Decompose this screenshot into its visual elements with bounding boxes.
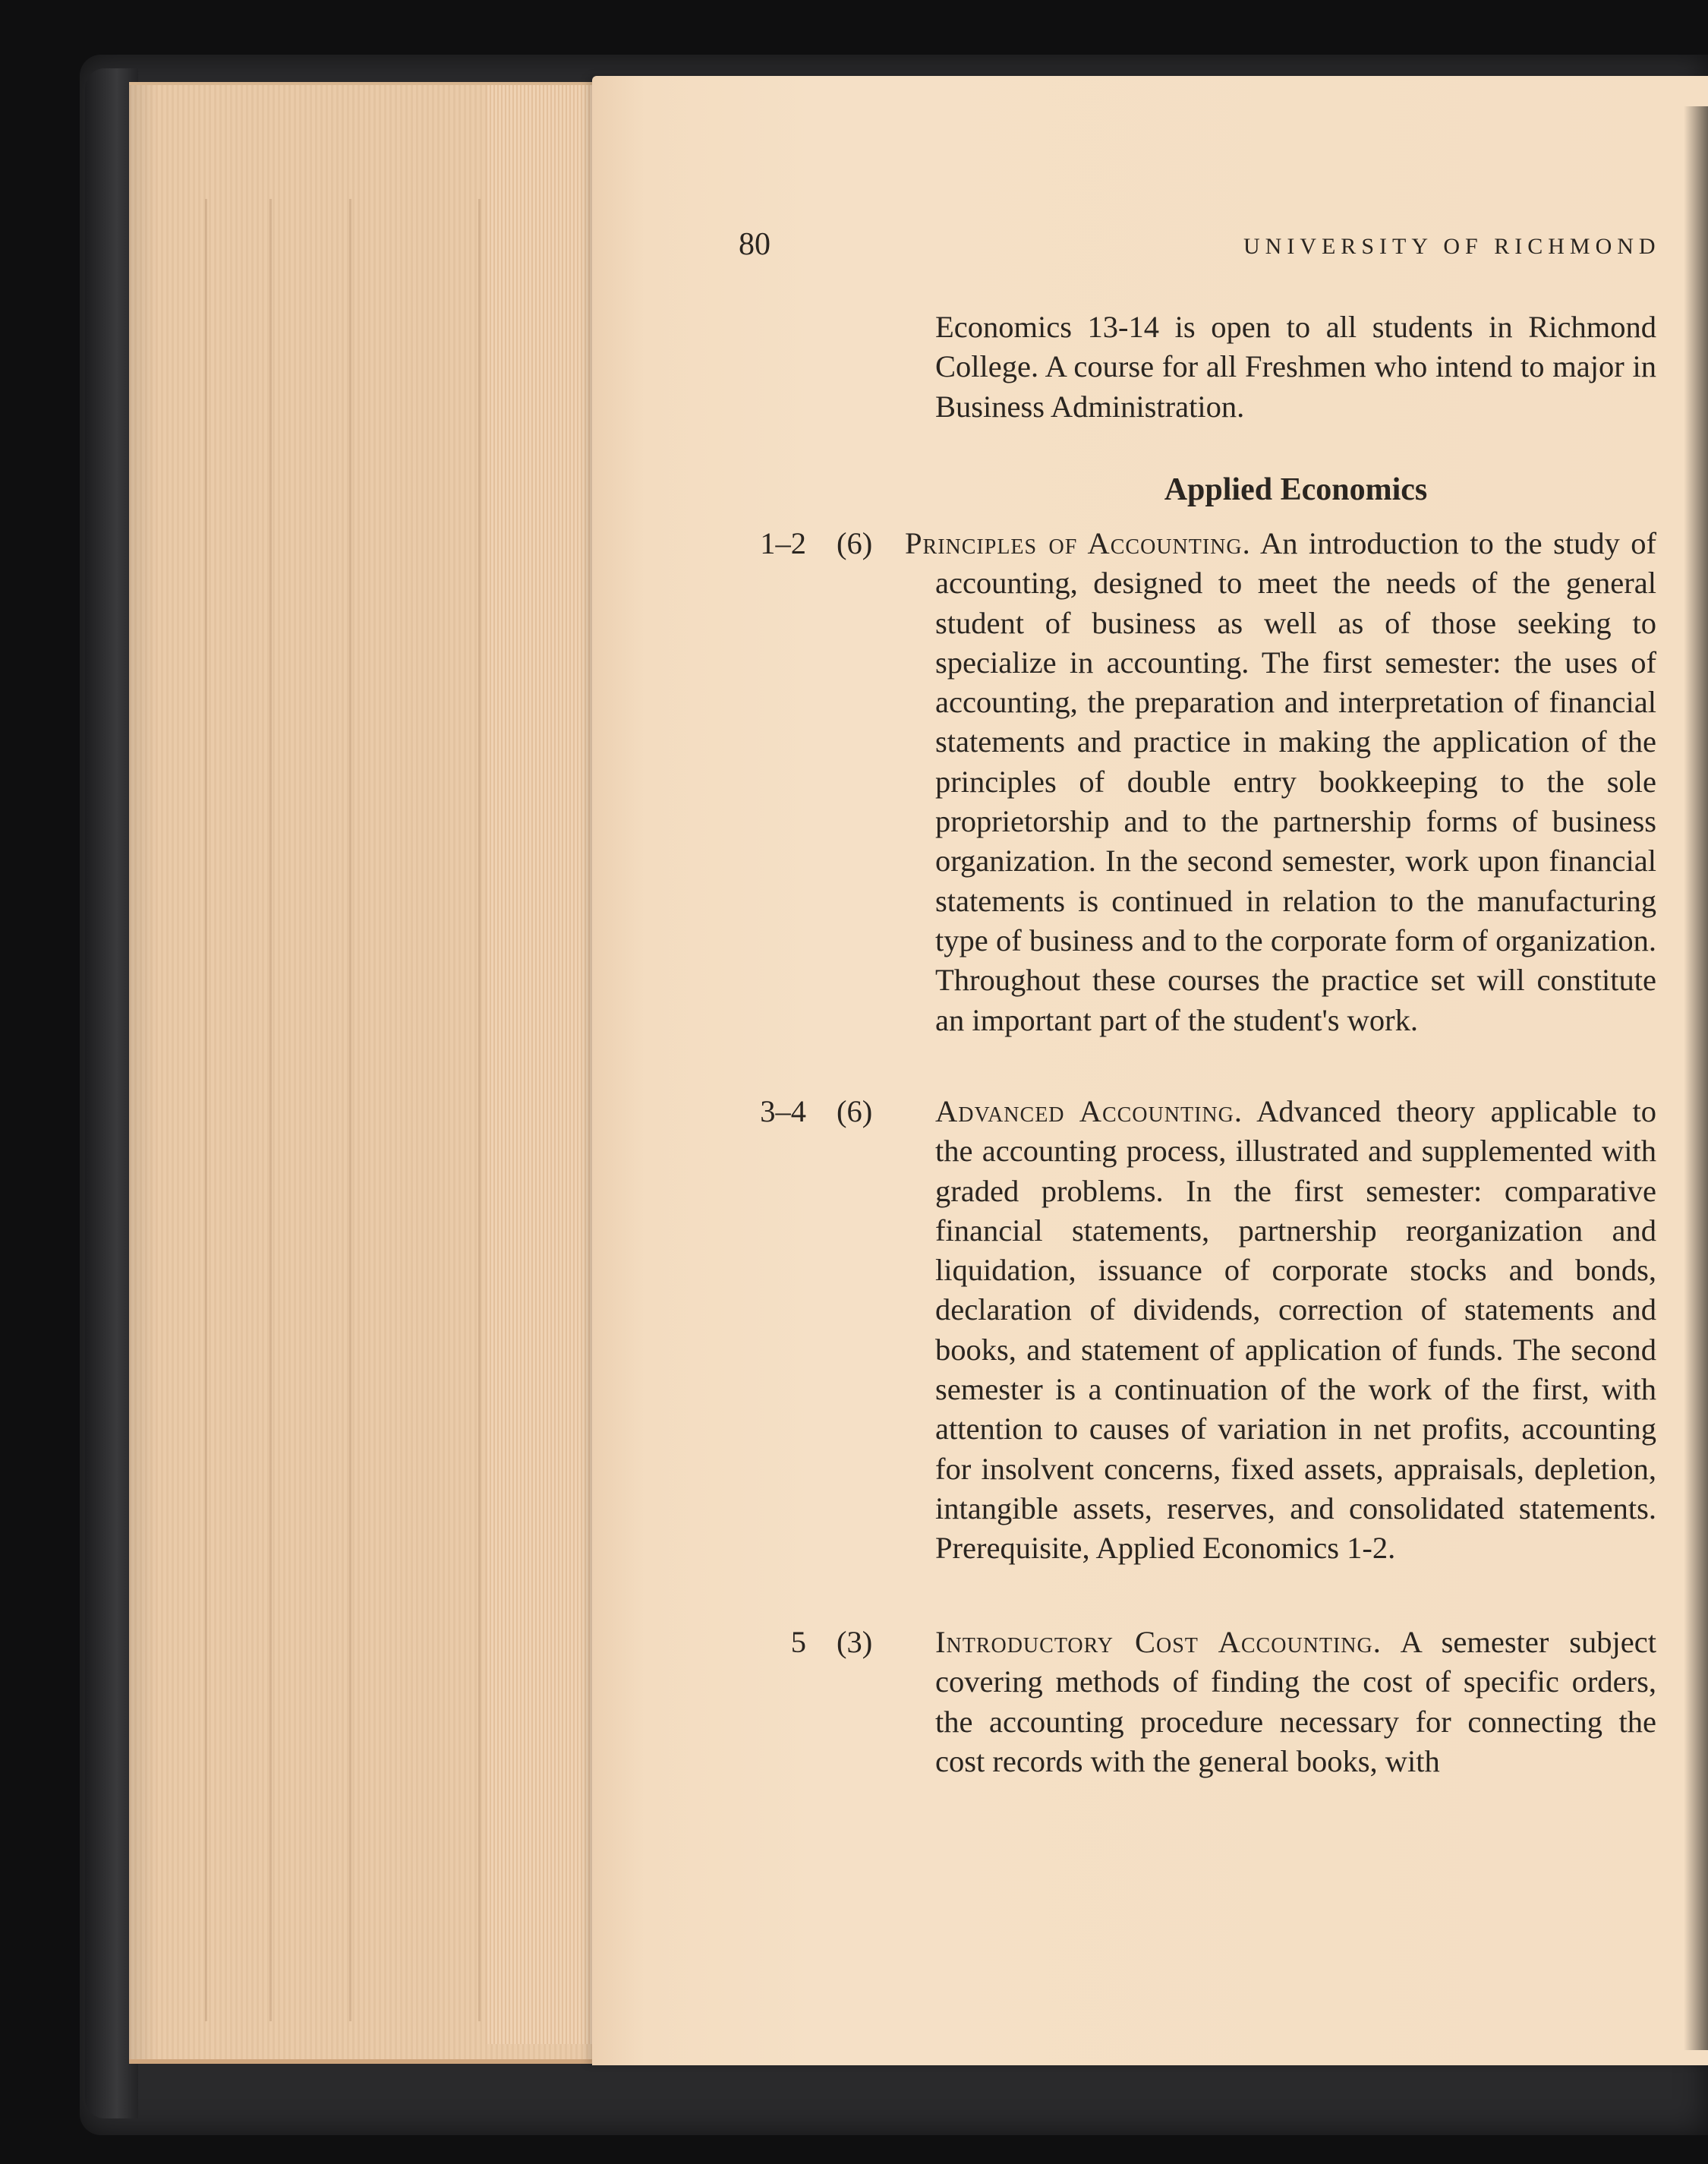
course-title: Principles of Accounting.: [905, 526, 1251, 560]
course-description: A semester subject covering methods of finding the cost of specific orders, the accounting procedure necessary for connecting the cost records with the general books, with: [935, 1625, 1657, 1778]
course-entry: [935, 1623, 1656, 1781]
section-heading: Applied Economics: [1164, 472, 1428, 507]
intro-paragraph: Economics 13-14 is open to all students in Richmond College. A course for all Freshmen who intend to major in Business Administration.: [935, 310, 1656, 424]
course-number: 5: [790, 1625, 806, 1659]
course-number: 3–4: [760, 1094, 806, 1128]
page-number: 80: [739, 227, 770, 262]
page-block-line: [269, 199, 272, 2021]
course-credits: (6): [837, 1094, 873, 1128]
course-entry: [935, 1092, 1656, 1569]
page-gutter-shadow: [1684, 106, 1708, 2050]
course-title: Introductory Cost Accounting.: [935, 1625, 1382, 1659]
course-description: An introduction to the study of accounting, designed to meet the needs of the general student of business as well as of those seeking to specialize in accounting. The first semester: the uses of accounting, the preparation and interpretation of financial statements and practice in making the application of the principles of double entry bookkeeping to the sole proprietorship and to the partnership forms of business organization. In the second semester, work upon financial statements is continued in relation to the manufacturing type of business and to the corporate form of organization. Throughout these courses the practice set will constitute an important part of the student's work.: [935, 526, 1657, 1037]
page-stack: [486, 85, 600, 2044]
course-credits: (6): [837, 526, 873, 560]
course-title: Advanced Accounting.: [935, 1094, 1243, 1128]
page-block-line: [349, 199, 351, 2021]
page-block-line: [478, 199, 481, 2021]
course-credits: (3): [837, 1625, 873, 1659]
course-description: Advanced theory applicable to the accounting process, illustrated and supplemented with graded problems. In the first semester: comparative financial statements, partnership reorganization and liquidation, issuance of corporate stocks and bonds, declaration of dividends, correction of statements and books, and statement of application of funds. The second semester is a continuation of the work of the first, with attention to causes of variation in net profits, accounting for insolvent concerns, fixed assets, appraisals, depletion, intangible assets, reserves, and consolidated statements. Prerequisite, Applied Economics 1-2.: [935, 1094, 1656, 1566]
course-entry: [905, 524, 1657, 1040]
running-head: UNIVERSITY OF RICHMOND: [1243, 234, 1661, 259]
course-number: 1–2: [760, 526, 806, 560]
page-block-line: [205, 199, 207, 2021]
